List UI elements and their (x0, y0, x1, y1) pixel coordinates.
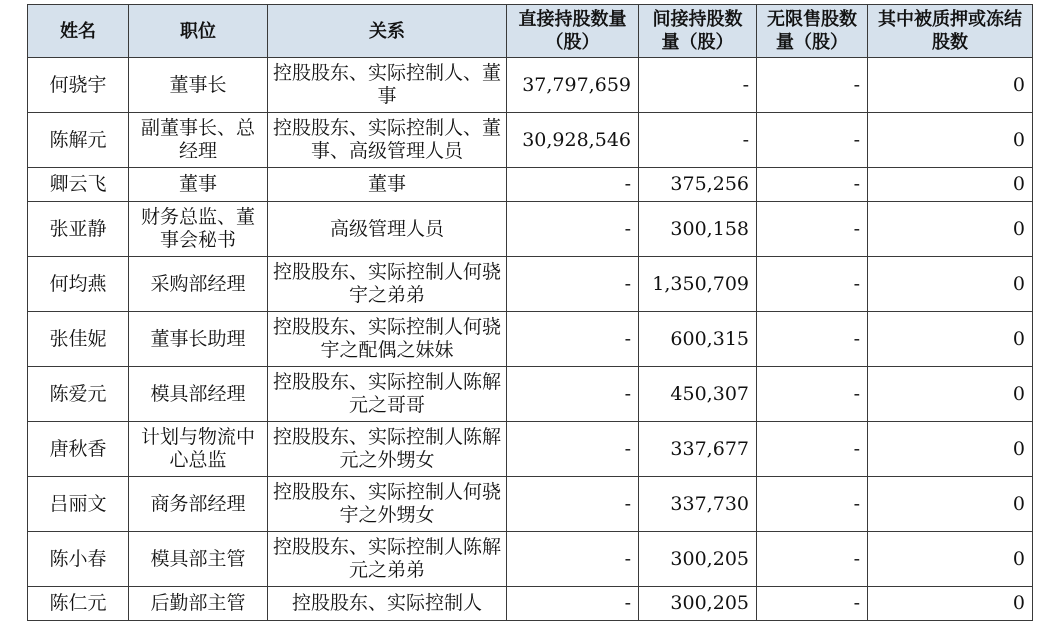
cell-name: 何均燕 (28, 257, 129, 312)
cell-direct: - (507, 532, 639, 587)
cell-position: 后勤部主管 (129, 587, 268, 621)
cell-position: 计划与物流中心总监 (129, 422, 268, 477)
cell-name: 张亚静 (28, 202, 129, 257)
cell-unrestricted: - (757, 477, 868, 532)
cell-pledged: 0 (868, 113, 1033, 168)
cell-relation: 控股股东、实际控制人何骁宇之弟弟 (268, 257, 507, 312)
table-row (28, 367, 1033, 422)
cell-relation: 董事 (268, 168, 507, 202)
cell-direct: - (507, 202, 639, 257)
cell-unrestricted: - (757, 532, 868, 587)
cell-position: 模具部经理 (129, 367, 268, 422)
cell-name: 唐秋香 (28, 422, 129, 477)
cell-position: 董事长助理 (129, 312, 268, 367)
cell-pledged: 0 (868, 202, 1033, 257)
cell-relation: 控股股东、实际控制人何骁宇之外甥女 (268, 477, 507, 532)
cell-pledged: 0 (868, 257, 1033, 312)
cell-indirect: - (639, 58, 757, 113)
cell-unrestricted: - (757, 168, 868, 202)
table-row (28, 113, 1033, 168)
cell-unrestricted: - (757, 257, 868, 312)
cell-indirect: 1,350,709 (639, 257, 757, 312)
cell-direct: - (507, 367, 639, 422)
cell-pledged: 0 (868, 532, 1033, 587)
cell-relation: 高级管理人员 (268, 202, 507, 257)
cell-relation: 控股股东、实际控制人陈解元之哥哥 (268, 367, 507, 422)
cell-name: 陈仁元 (28, 587, 129, 621)
cell-unrestricted: - (757, 58, 868, 113)
cell-name: 张佳妮 (28, 312, 129, 367)
cell-indirect: 375,256 (639, 168, 757, 202)
cell-direct: - (507, 587, 639, 621)
cell-pledged: 0 (868, 367, 1033, 422)
cell-pledged: 0 (868, 58, 1033, 113)
table-row (28, 168, 1033, 202)
cell-indirect: 450,307 (639, 367, 757, 422)
cell-relation: 控股股东、实际控制人 (268, 587, 507, 621)
cell-unrestricted: - (757, 587, 868, 621)
cell-unrestricted: - (757, 422, 868, 477)
cell-direct: 37,797,659 (507, 58, 639, 113)
cell-position: 模具部主管 (129, 532, 268, 587)
cell-name: 陈解元 (28, 113, 129, 168)
table-row (28, 477, 1033, 532)
cell-position: 财务总监、董事会秘书 (129, 202, 268, 257)
header-direct-shares: 直接持股数量（股） (507, 5, 639, 58)
header-relation: 关系 (268, 5, 507, 58)
cell-relation: 控股股东、实际控制人何骁宇之配偶之妹妹 (268, 312, 507, 367)
cell-direct: - (507, 312, 639, 367)
cell-name: 何骁宇 (28, 58, 129, 113)
cell-indirect: 300,205 (639, 587, 757, 621)
table-row (28, 422, 1033, 477)
cell-unrestricted: - (757, 312, 868, 367)
cell-pledged: 0 (868, 477, 1033, 532)
cell-pledged: 0 (868, 587, 1033, 621)
cell-pledged: 0 (868, 422, 1033, 477)
cell-relation: 控股股东、实际控制人陈解元之外甥女 (268, 422, 507, 477)
cell-name: 卿云飞 (28, 168, 129, 202)
table-row (28, 202, 1033, 257)
cell-position: 董事 (129, 168, 268, 202)
header-pledged-shares: 其中被质押或冻结股数 (868, 5, 1033, 58)
cell-position: 董事长 (129, 58, 268, 113)
header-name: 姓名 (28, 5, 129, 58)
cell-name: 陈爱元 (28, 367, 129, 422)
cell-relation: 控股股东、实际控制人陈解元之弟弟 (268, 532, 507, 587)
cell-unrestricted: - (757, 113, 868, 168)
table-row (28, 58, 1033, 113)
cell-name: 陈小春 (28, 532, 129, 587)
cell-indirect: - (639, 113, 757, 168)
cell-direct: - (507, 257, 639, 312)
cell-indirect: 337,677 (639, 422, 757, 477)
table-row (28, 312, 1033, 367)
cell-unrestricted: - (757, 367, 868, 422)
cell-indirect: 600,315 (639, 312, 757, 367)
cell-indirect: 300,205 (639, 532, 757, 587)
table-row (28, 257, 1033, 312)
header-row (28, 5, 1033, 58)
cell-name: 吕丽文 (28, 477, 129, 532)
table-row (28, 532, 1033, 587)
cell-indirect: 337,730 (639, 477, 757, 532)
cell-relation: 控股股东、实际控制人、董事 (268, 58, 507, 113)
cell-position: 采购部经理 (129, 257, 268, 312)
cell-position: 商务部经理 (129, 477, 268, 532)
header-unrestricted-shares: 无限售股数量（股） (757, 5, 868, 58)
cell-direct: - (507, 422, 639, 477)
table-row (28, 587, 1033, 621)
cell-indirect: 300,158 (639, 202, 757, 257)
shareholding-table (27, 4, 1033, 621)
cell-direct: - (507, 477, 639, 532)
cell-position: 副董事长、总经理 (129, 113, 268, 168)
cell-direct: 30,928,546 (507, 113, 639, 168)
cell-pledged: 0 (868, 168, 1033, 202)
cell-pledged: 0 (868, 312, 1033, 367)
header-position: 职位 (129, 5, 268, 58)
header-indirect-shares: 间接持股数量（股） (639, 5, 757, 58)
cell-direct: - (507, 168, 639, 202)
cell-relation: 控股股东、实际控制人、董事、高级管理人员 (268, 113, 507, 168)
cell-unrestricted: - (757, 202, 868, 257)
